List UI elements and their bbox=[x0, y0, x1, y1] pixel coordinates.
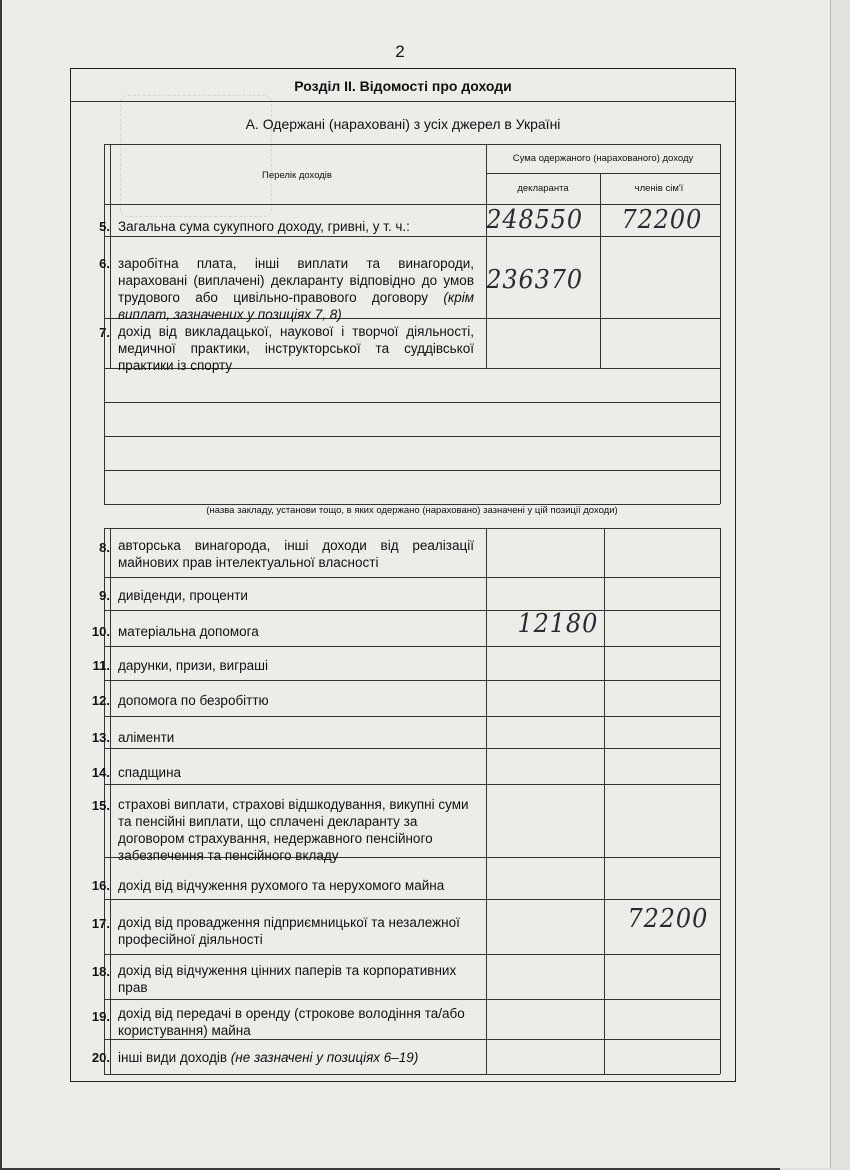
row-label-inheritance: спадщина bbox=[118, 765, 182, 780]
row-label-total-income: Загальна сума сукупного доходу, гривні, у т. ч.: bbox=[118, 219, 410, 234]
subsection-letter: А. bbox=[245, 116, 259, 132]
row-label-business: дохід від провадження підприємницької та незалежної професійної діяльності bbox=[118, 915, 460, 947]
row-number: 7. bbox=[99, 325, 110, 340]
row-number: 10. bbox=[91, 624, 110, 639]
row-number: 9. bbox=[99, 588, 110, 603]
row-number: 6. bbox=[99, 256, 110, 271]
header-declarant: декларанта bbox=[517, 183, 569, 194]
header-family: членів сім'ї bbox=[634, 183, 684, 194]
row-label-royalties: авторська винагорода, інші доходи від реалізації майнових прав інтелектуальної власності bbox=[118, 538, 474, 570]
subsection-title bbox=[70, 116, 736, 132]
row-number: 17. bbox=[91, 916, 110, 931]
row-number: 12. bbox=[91, 693, 110, 708]
row-label-property-sale: дохід від відчуження рухомого та нерухомого майна bbox=[118, 878, 445, 893]
section-title: Розділ ІІ. Відомості про доходи bbox=[294, 78, 512, 94]
row-label-securities: дохід від відчуження цінних паперів та корпоративних прав bbox=[118, 963, 457, 995]
row-number: 14. bbox=[91, 765, 110, 780]
row-number: 15. bbox=[91, 798, 110, 813]
institution-note: (назва закладу, установи тощо, в яких одержано (нараховано) зазначені у цій позиції доходи) bbox=[206, 505, 618, 516]
row-label-unemployment: допомога по безробіттю bbox=[118, 693, 269, 708]
row-label-gifts: дарунки, призи, виграші bbox=[118, 658, 268, 673]
handwritten-declarant-aid: 12180 bbox=[517, 609, 599, 639]
row-number: 11. bbox=[92, 658, 110, 673]
handwritten-family-business: 72200 bbox=[627, 904, 709, 934]
row-label-rent: дохід від передачі в оренду (строкове володіння та/або користування) майна bbox=[118, 1006, 465, 1038]
row-number: 20. bbox=[91, 1050, 110, 1065]
row-number: 13. bbox=[91, 730, 110, 745]
row-label-teaching-income: дохід від викладацької, наукової і творчої діяльності, медичної практики, інструкторської та суддівської практики із спорту bbox=[118, 324, 474, 373]
header-amount: Сума одержаного (нарахованого) доходу bbox=[512, 153, 694, 164]
handwritten-declarant-salary: 236370 bbox=[486, 265, 584, 295]
row-number: 19. bbox=[91, 1009, 110, 1024]
row-label-financial-aid: матеріальна допомога bbox=[118, 624, 259, 639]
row-number: 18. bbox=[91, 964, 110, 979]
handwritten-family-total: 72200 bbox=[621, 205, 703, 235]
page-number: 2 bbox=[395, 42, 405, 61]
row-number: 16. bbox=[91, 878, 110, 893]
row-number: 5. bbox=[99, 219, 110, 234]
row-label-other: інші види доходів (не зазначені у позиціях 6–19) bbox=[118, 1050, 419, 1065]
row-label-alimony: аліменти bbox=[118, 730, 175, 745]
subsection-text: Одержані (нараховані) з усіх джерел в Україні bbox=[262, 116, 561, 132]
header-income-list: Перелік доходів bbox=[262, 170, 332, 181]
handwritten-declarant-total: 248550 bbox=[486, 205, 584, 235]
row-number: 8. bbox=[99, 540, 110, 555]
row-label-salary: заробітна плата, інші виплати та винагороди, нараховані (виплачені) декларанту відповідно до умов трудового або цивільно-правового договору (крім виплат, зазначених у позиціях 7, 8) bbox=[118, 256, 474, 322]
row-label-dividends: дивіденди, проценти bbox=[118, 588, 248, 603]
row-label-insurance: страхові виплати, страхові відшкодування, викупні суми та пенсійні виплати, що сплачені декларанту за договором страхування, недержавного пенсійного забезпечення та пенсійного вкладу bbox=[118, 797, 469, 863]
